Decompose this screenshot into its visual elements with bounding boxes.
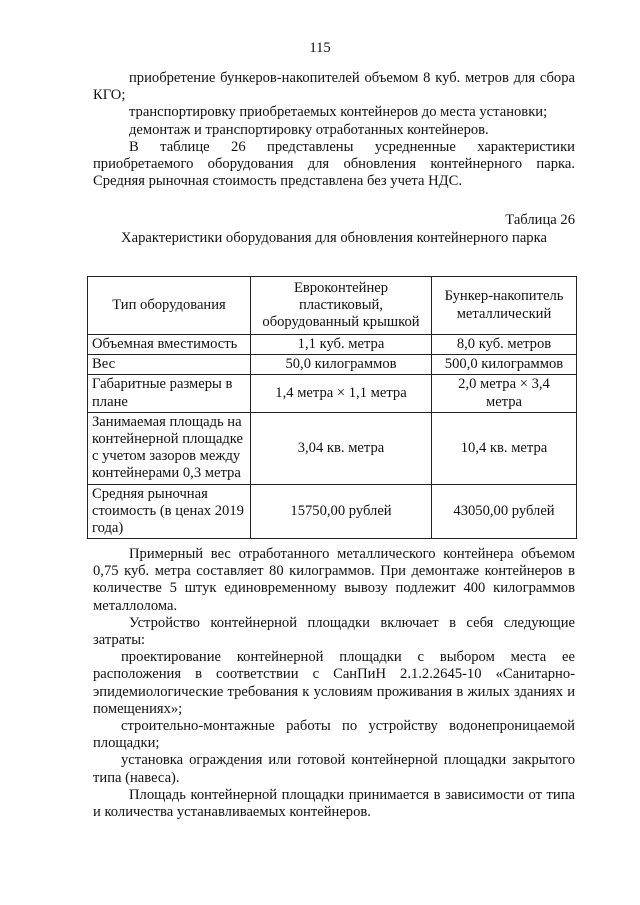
row-label: Средняя рыночная стоимость (в ценах 2019 года): [88, 484, 251, 539]
table-caption: Характеристики оборудования для обновления контейнерного парка: [121, 230, 547, 246]
page-number: 115: [309, 40, 331, 56]
list-item: проектирование контейнерной площадки с выбором места ее расположения в соответствии с СанПиН 2.1.2.2645-10 «Санитарно-эпидемиологические требования к условиям проживания в жилых зданиях и помещениях»;: [93, 649, 575, 717]
table-cell: 3,04 кв. метра: [251, 412, 432, 484]
paragraph: Устройство контейнерной площадки включает в себя следующие затраты:: [93, 614, 575, 649]
row-label: Габаритные размеры в плане: [88, 375, 251, 412]
table-cell: 10,4 кв. метра: [432, 412, 577, 484]
equipment-table: [87, 276, 577, 539]
table-cell: 8,0 куб. метров: [432, 335, 577, 355]
paragraph: Примерный вес отработанного металлического контейнера объемом 0,75 куб. метра составляет 80 килограммов. При демонтаже контейнеров в количестве 5 штук единовременному вывозу подлежит 400 килограммов металлолома.: [93, 546, 575, 614]
table-row: [88, 484, 577, 539]
table-row: [88, 412, 577, 484]
paragraph: В таблице 26 представлены усредненные характеристики приобретаемого оборудования для обновления контейнерного парка. Средняя рыночная стоимость представлена без учета НДС.: [93, 138, 575, 190]
paragraph: транспортировку приобретаемых контейнеров до места установки;: [129, 104, 548, 121]
column-header: Бункер-накопитель металлический: [432, 277, 577, 335]
paragraph: приобретение бункеров-накопителей объемом 8 куб. метров для сбора КГО;: [93, 70, 575, 104]
table-row: [88, 335, 577, 355]
row-label: Занимаемая площадь на контейнерной площадке с учетом зазоров между контейнерами 0,3 метра: [88, 412, 251, 484]
paragraph: Площадь контейнерной площадки принимается в зависимости от типа и количества устанавливаемых контейнеров.: [93, 786, 575, 821]
table-cell: 2,0 метра × 3,4 метра: [432, 375, 577, 412]
intro-text: [93, 70, 575, 190]
row-label: Вес: [88, 355, 251, 375]
table-cell: 500,0 килограммов: [432, 355, 577, 375]
row-label: Объемная вместимость: [88, 335, 251, 355]
table-row: [88, 375, 577, 412]
body-text: [93, 546, 575, 821]
column-header: Евроконтейнер пластиковый, оборудованный крышкой: [251, 277, 432, 335]
table-cell: 50,0 килограммов: [251, 355, 432, 375]
table-header-row: [88, 277, 577, 335]
table-number: Таблица 26: [505, 212, 575, 228]
table-cell: 1,4 метра × 1,1 метра: [251, 375, 432, 412]
paragraph: демонтаж и транспортировку отработанных контейнеров.: [129, 121, 489, 138]
table-cell: 1,1 куб. метра: [251, 335, 432, 355]
table-cell: 43050,00 рублей: [432, 484, 577, 539]
table-cell: 15750,00 рублей: [251, 484, 432, 539]
column-header: Тип оборудования: [88, 277, 251, 335]
list-item: строительно-монтажные работы по устройству водонепроницаемой площадки;: [93, 718, 575, 752]
list-item: установка ограждения или готовой контейнерной площадки закрытого типа (навеса).: [93, 752, 575, 786]
table-row: [88, 355, 577, 375]
